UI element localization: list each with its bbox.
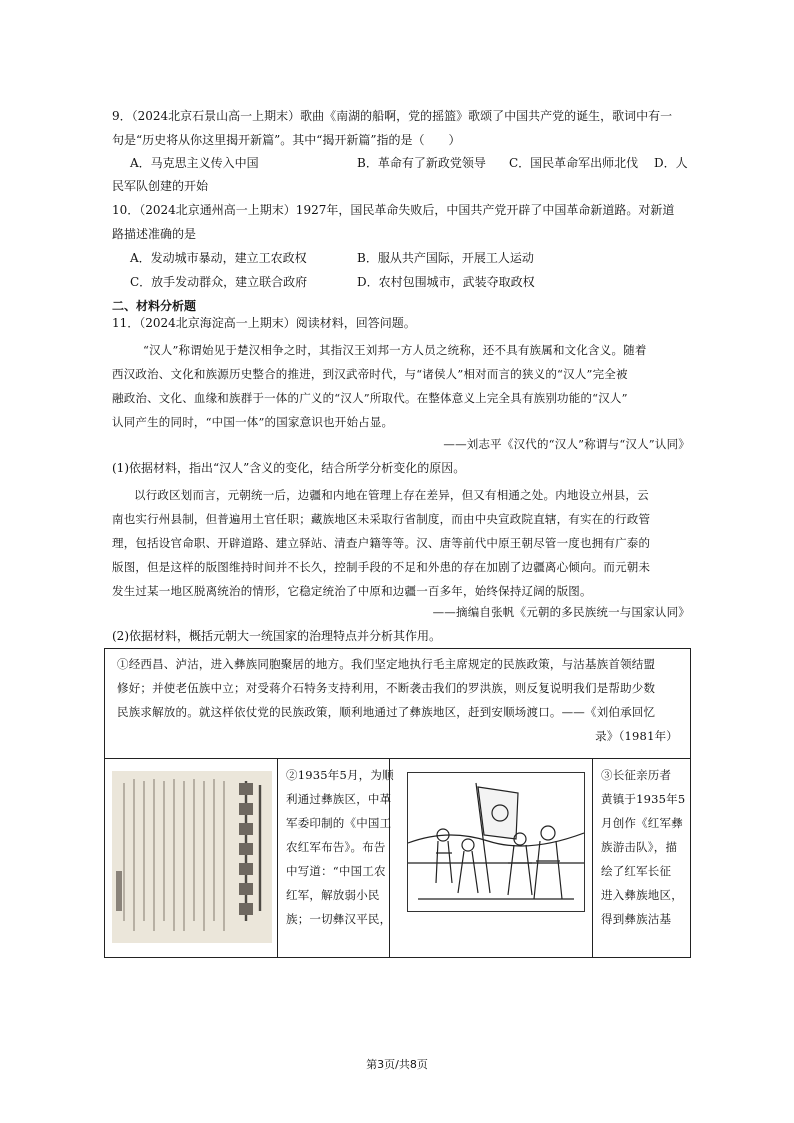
q11-stem: 11．（2024北京海淀高一上期末）阅读材料，回答问题。 — [112, 316, 416, 330]
table-col-divider — [277, 758, 278, 957]
cell4-line: 月创作《红军彝 — [601, 816, 683, 830]
q9-option-d-cont: 民军队创建的开始 — [112, 179, 209, 193]
q10-line1: 10．（2024北京通州高一上期末）1927年，国民革命失败后，中国共产党开辟了中国革命新道路。对新道 — [112, 203, 675, 217]
q10-option-c: C．放手发动群众，建立联合政府 — [130, 275, 308, 289]
red-army-sketch-image — [407, 772, 585, 912]
material2-source: ——摘编自张帆《元朝的多民族统一与国家认同》 — [432, 605, 690, 619]
table-col-divider — [592, 758, 593, 957]
q11-sub1: (1)依据材料，指出“汉人”含义的变化，结合所学分析变化的原因。 — [112, 461, 466, 475]
cell4-line: ③长征亲历者 — [601, 768, 672, 782]
cell2-line: 中写道：“中国工农 — [286, 864, 386, 878]
cell4-line: 得到彝族沽基 — [601, 912, 672, 926]
material1-source: ——刘志平《汉代的“汉人”称谓与“汉人”认同》 — [443, 437, 690, 451]
q10-line2: 路描述准确的是 — [112, 227, 197, 241]
q9-option-c: C．国民革命军出师北伐 — [509, 156, 639, 170]
cell4-line: 进入彝族地区， — [601, 888, 683, 902]
cell2-line: 族；一切彝汉平民， — [286, 912, 392, 926]
poster-svg — [112, 771, 272, 943]
material2-line: 版图，但是这样的版图维持时间并不长久，控制手段的不足和外患的存在加剧了边疆离心倾向。而元朝未 — [112, 560, 651, 574]
table-top-line: ①经西昌、泸沽，进入彝族同胞聚居的地方。我们坚定地执行毛主席规定的民族政策，与沽基族首领结盟 — [117, 657, 656, 671]
cell2-line: ②1935年5月，为顺 — [286, 768, 394, 782]
cell2-line: 红军，解放弱小民 — [286, 888, 380, 902]
table-top-line-end: 录》（1981年） — [595, 729, 678, 743]
page-footer: 第3页/共8页 — [366, 1058, 428, 1071]
material2-line: 南也实行州县制，但普遍用土官任职；藏族地区未采取行省制度，而由中央宣政院直辖，有实在的行政管 — [112, 512, 651, 526]
cell2-line: 军委印制的《中国工 — [286, 816, 392, 830]
table-top-line: 修好；并使老伍族中立；对受蒋介石特务支持利用，不断袭击我们的罗洪族，则反复说明我们是帮助少数 — [117, 681, 656, 695]
cell2-line: 农红军布告》。布告 — [286, 840, 386, 854]
q11-sub2: (2)依据材料，概括元朝大一统国家的治理特点并分析其作用。 — [112, 629, 442, 643]
cell4-line: 黄镇于1935年5 — [601, 792, 686, 806]
material1-line: “汉人”称谓始见于楚汉相争之时，其指汉王刘邦一方人员之统称，还不具有族属和文化含义。随着 — [143, 343, 647, 357]
red-army-poster-image — [112, 771, 272, 943]
q9-option-b: B．革命有了新政党领导 — [357, 156, 486, 170]
material2-line: 以行政区划而言，元朝统一后，边疆和内地在管理上存在差异，但又有相通之处。内地设立州县，云 — [134, 488, 649, 502]
q9-line1: 9．（2024北京石景山高一上期末）歌曲《南湖的船啊，党的摇篮》歌颂了中国共产党的诞生，歌词中有一 — [112, 109, 673, 123]
sketch-svg — [408, 773, 584, 911]
material1-line: 融政治、文化、血缘和族群于一体的广义的“汉人”所取代。在整体意义上完全具有族别功能的“汉人” — [112, 391, 628, 405]
q9-line2: 句是“历史将从你这里揭开新篇”。其中“揭开新篇”指的是（ ） — [112, 133, 461, 147]
q10-option-d: D．农村包围城市，武装夺取政权 — [357, 275, 535, 289]
q9-option-d: D．人 — [654, 156, 688, 170]
material2-line: 发生过某一地区脱离统治的情形，它稳定统治了中原和边疆一百多年，始终保持辽阔的版图。 — [112, 584, 592, 598]
cell4-line: 绘了红军长征 — [601, 864, 672, 878]
cell4-line: 族游击队》，描 — [601, 840, 678, 854]
material2-line: 理，包括设官命职、开辟道路、建立驿站、清查户籍等等。汉、唐等前代中原王朝尽管一度也拥有广泰的 — [112, 536, 651, 550]
q10-option-a: A．发动城市暴动，建立工农政权 — [130, 251, 307, 265]
material1-line: 认同产生的同时，“中国一体”的国家意识也开始占显。 — [112, 415, 394, 429]
material-table — [104, 648, 691, 958]
q9-option-a: A．马克思主义传入中国 — [130, 156, 259, 170]
section-title: 二、材料分析题 — [112, 299, 197, 313]
table-row-divider — [105, 758, 690, 759]
table-top-line: 民族求解放的。就这样依仗党的民族政策，顺利地通过了彝族地区，赶到安顺场渡口。——《刘伯承回忆 — [117, 705, 656, 719]
q10-option-b: B．服从共产国际，开展工人运动 — [357, 251, 534, 265]
material1-line: 西汉政治、文化和族源历史整合的推进，到汉武帝时代，与“诸侯人”相对而言的狭义的“汉人”完全被 — [112, 367, 628, 381]
cell2-line: 利通过彝族区，中革 — [286, 792, 392, 806]
